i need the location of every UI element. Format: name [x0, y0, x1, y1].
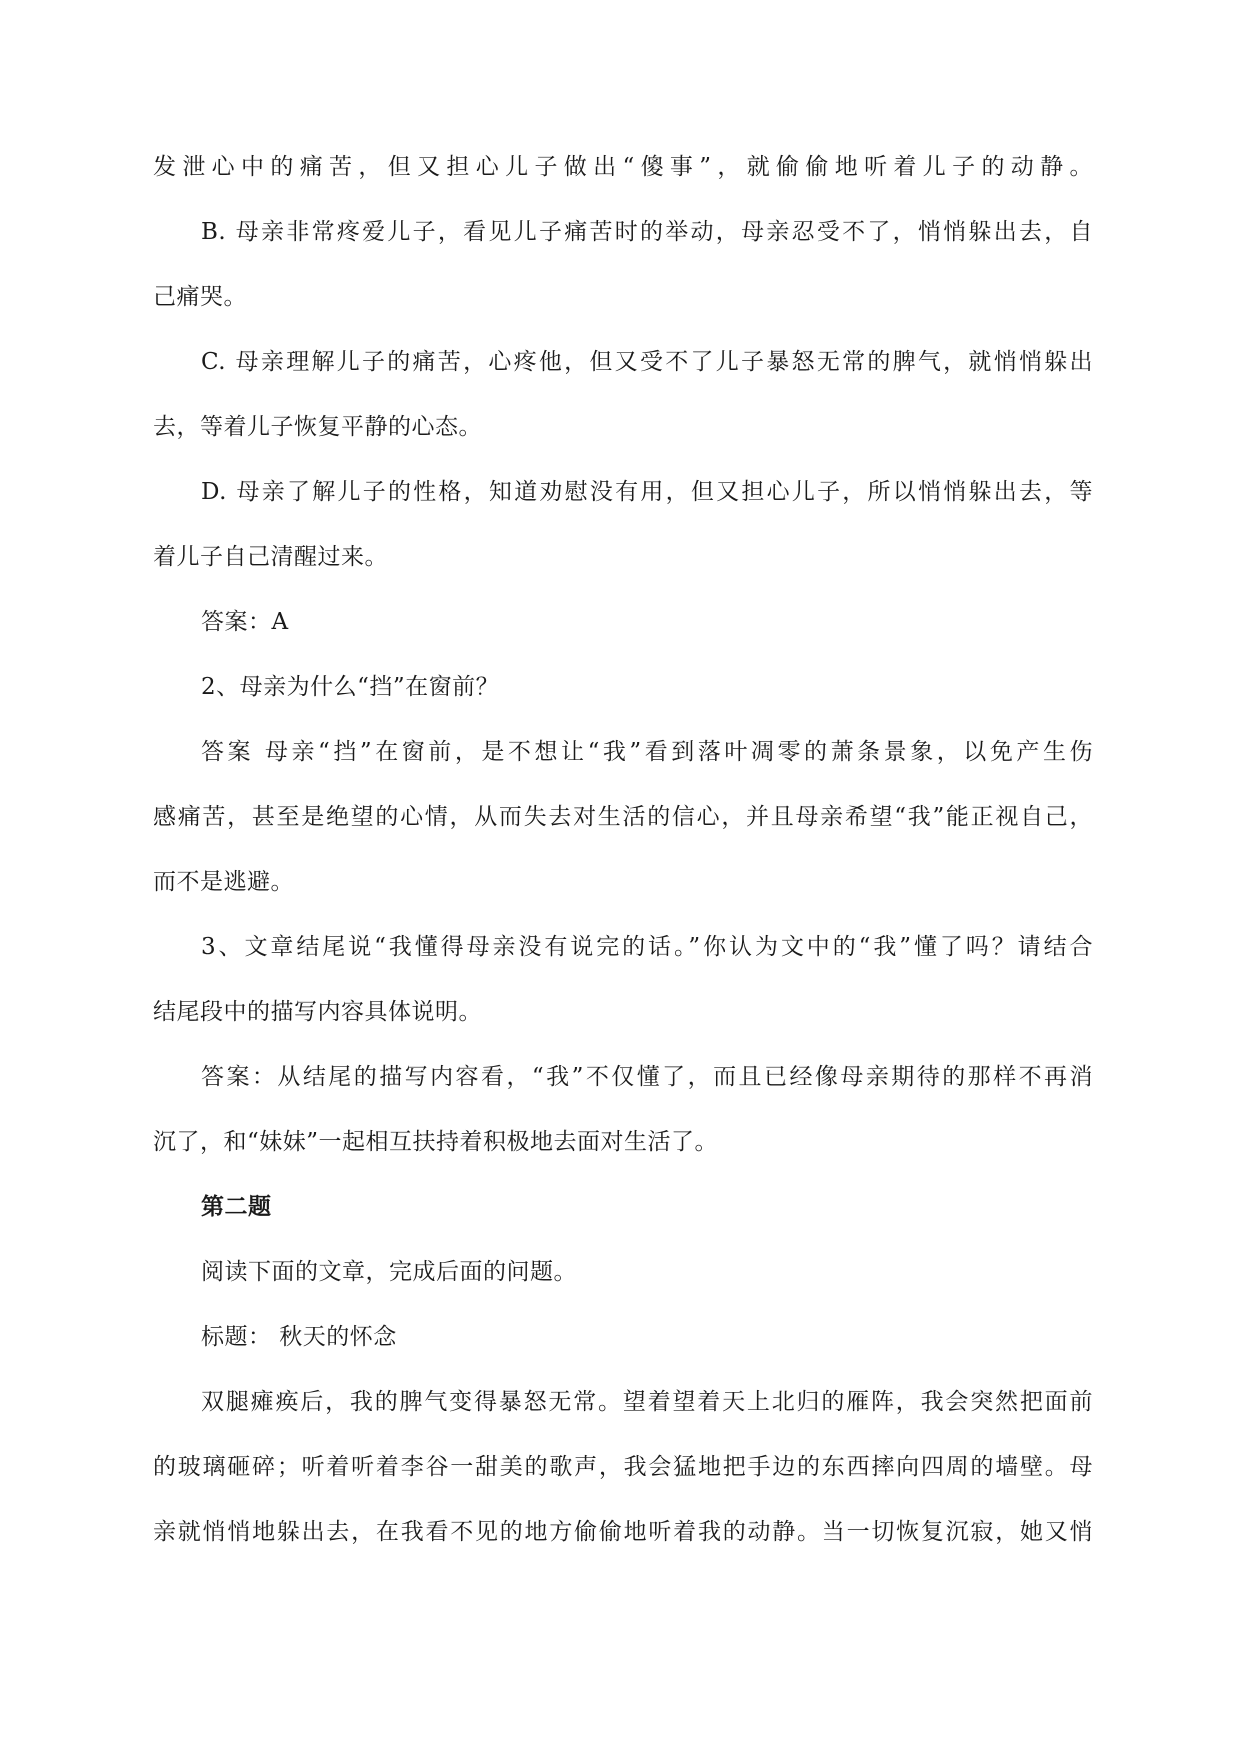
answer-1: 答案：A	[201, 609, 289, 635]
passage-line-3: 亲就悄悄地躲出去，在我看不见的地方偷偷地听着我的动静。当一切恢复沉寂，她又悄	[153, 1519, 1093, 1545]
answer-2-line-3: 而不是逃避。	[153, 869, 294, 895]
question-3-line-2: 结尾段中的描写内容具体说明。	[153, 999, 482, 1025]
option-c-line-2: 去，等着儿子恢复平静的心态。	[153, 414, 482, 440]
text-line-continuation: 发泄心中的痛苦，但又担心儿子做出“傻事”，就偷偷地听着儿子的动静。	[153, 154, 1093, 180]
instruction: 阅读下面的文章，完成后面的问题。	[201, 1259, 577, 1285]
question-2: 2、母亲为什么“挡”在窗前？	[201, 674, 500, 700]
answer-3-line-1: 答案：从结尾的描写内容看，“我”不仅懂了，而且已经像母亲期待的那样不再消	[201, 1064, 1093, 1090]
answer-2-line-2: 感痛苦，甚至是绝望的心情，从而失去对生活的信心，并且母亲希望“我”能正视自己，	[153, 804, 1093, 830]
section-heading: 第二题	[201, 1193, 272, 1220]
question-3-line-1: 3、文章结尾说“我懂得母亲没有说完的话。”你认为文中的“我”懂了吗？请结合	[201, 934, 1093, 960]
option-c-line-1: C. 母亲理解儿子的痛苦，心疼他，但又受不了儿子暴怒无常的脾气，就悄悄躲出	[201, 349, 1093, 375]
answer-2-line-1: 答案 母亲“挡”在窗前，是不想让“我”看到落叶凋零的萧条景象，以免产生伤	[201, 739, 1093, 765]
passage-title: 标题： 秋天的怀念	[201, 1324, 397, 1350]
option-d-line-1: D. 母亲了解儿子的性格，知道劝慰没有用，但又担心儿子，所以悄悄躲出去，等	[201, 479, 1093, 505]
option-b-line-2: 己痛哭。	[153, 284, 247, 310]
option-b-line-1: B. 母亲非常疼爱儿子，看见儿子痛苦时的举动，母亲忍受不了，悄悄躲出去，自	[201, 219, 1093, 245]
answer-3-line-2: 沉了，和“妹妹”一起相互扶持着积极地去面对生活了。	[153, 1129, 719, 1155]
option-d-line-2: 着儿子自己清醒过来。	[153, 544, 388, 570]
passage-line-1: 双腿瘫痪后，我的脾气变得暴怒无常。望着望着天上北归的雁阵，我会突然把面前	[201, 1389, 1093, 1415]
passage-line-2: 的玻璃砸碎；听着听着李谷一甜美的歌声，我会猛地把手边的东西摔向四周的墙壁。母	[153, 1454, 1093, 1480]
